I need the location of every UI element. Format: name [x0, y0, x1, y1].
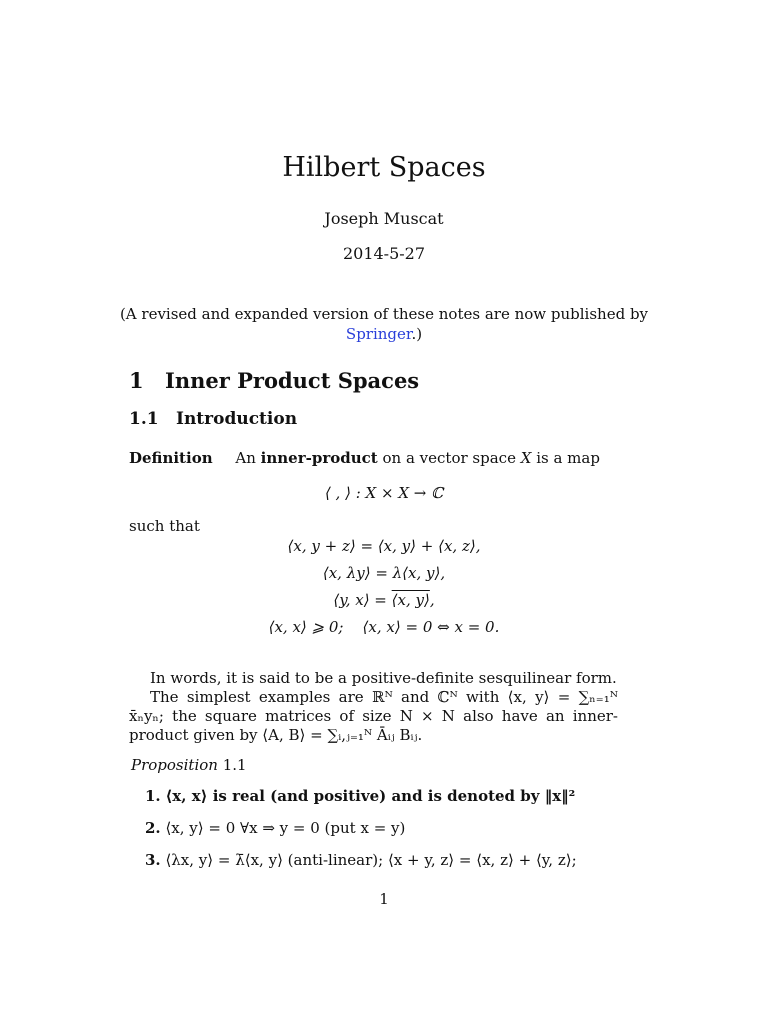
section-title: Inner Product Spaces [165, 368, 420, 393]
subsection-heading [129, 409, 297, 429]
document-title: Hilbert Spaces [282, 152, 486, 183]
document-date: 2014-5-27 [342, 244, 426, 263]
publication-note [0, 304, 768, 344]
map-equation: ⟨ , ⟩ : X × X → ℂ [324, 484, 444, 502]
definition-label: Definition [129, 449, 213, 467]
item-number: 2. [145, 819, 161, 837]
note-text: (A revised and expanded version of these notes are now published by [119, 305, 649, 323]
axiom-linearity: ⟨x, y + z⟩ = ⟨x, y⟩ + ⟨x, z⟩, [287, 537, 481, 555]
axiom-conjugate-lhs: ⟨y, x⟩ = [333, 591, 387, 609]
item-text: ⟨x, x⟩ is real (and positive) and is denoted by ‖x‖² [165, 787, 576, 805]
proposition-item [145, 819, 405, 837]
author-name: Joseph Muscat [324, 209, 444, 228]
axiom-conjugate-rhs: ⟨x, y⟩ [391, 591, 430, 609]
paragraph-words: In words, it is said to be a positive-definite sesquilinear form. [150, 669, 617, 687]
proposition-label: Proposition [131, 756, 218, 774]
axiom-conjugate [0, 591, 768, 609]
axiom-scalar: ⟨x, λy⟩ = λ⟨x, y⟩, [322, 564, 446, 582]
item-text: ⟨x, y⟩ = 0 ∀x ⇒ y = 0 (put x = y) [165, 819, 406, 837]
axiom-conjugate-end: , [429, 591, 435, 609]
paragraph-examples: The simplest examples are ℝᴺ and ℂᴺ with ⟨x, y⟩ = ∑ₙ₌₁ᴺ x̄ₙyₙ; the square matrices of size N × N also have an inner-product given by ⟨A, B⟩ = ∑ᵢ,ⱼ₌₁ᴺ Āᵢⱼ Bᵢⱼ. [129, 688, 618, 744]
proposition-item [145, 787, 575, 805]
subsection-number: 1.1 [129, 409, 159, 429]
definition-var: X [520, 449, 532, 467]
item-number: 3. [145, 851, 161, 869]
springer-link[interactable]: Springer [345, 325, 412, 343]
note-text-end: .) [411, 325, 423, 343]
definition-term: inner-product [260, 449, 378, 467]
proposition-heading [131, 756, 247, 774]
section-heading [129, 368, 419, 393]
definition-text-a: An [235, 449, 256, 467]
definition-text-b: on a vector space [382, 449, 516, 467]
proposition-item [145, 851, 577, 869]
subsection-title: Introduction [176, 409, 298, 429]
item-number: 1. [145, 787, 161, 805]
item-text: ⟨λx, y⟩ = λ̄⟨x, y⟩ (anti-linear); ⟨x + y, z⟩ = ⟨x, z⟩ + ⟨y, z⟩; [165, 851, 577, 869]
section-number: 1 [129, 368, 144, 393]
page-number: 1 [379, 890, 389, 908]
definition-line [129, 449, 600, 467]
axiom-positivity: ⟨x, x⟩ ⩾ 0; ⟨x, x⟩ = 0 ⇔ x = 0. [268, 618, 500, 636]
proposition-number: 1.1 [222, 756, 247, 774]
such-that-text: such that [129, 517, 200, 535]
definition-text-c: is a map [536, 449, 600, 467]
